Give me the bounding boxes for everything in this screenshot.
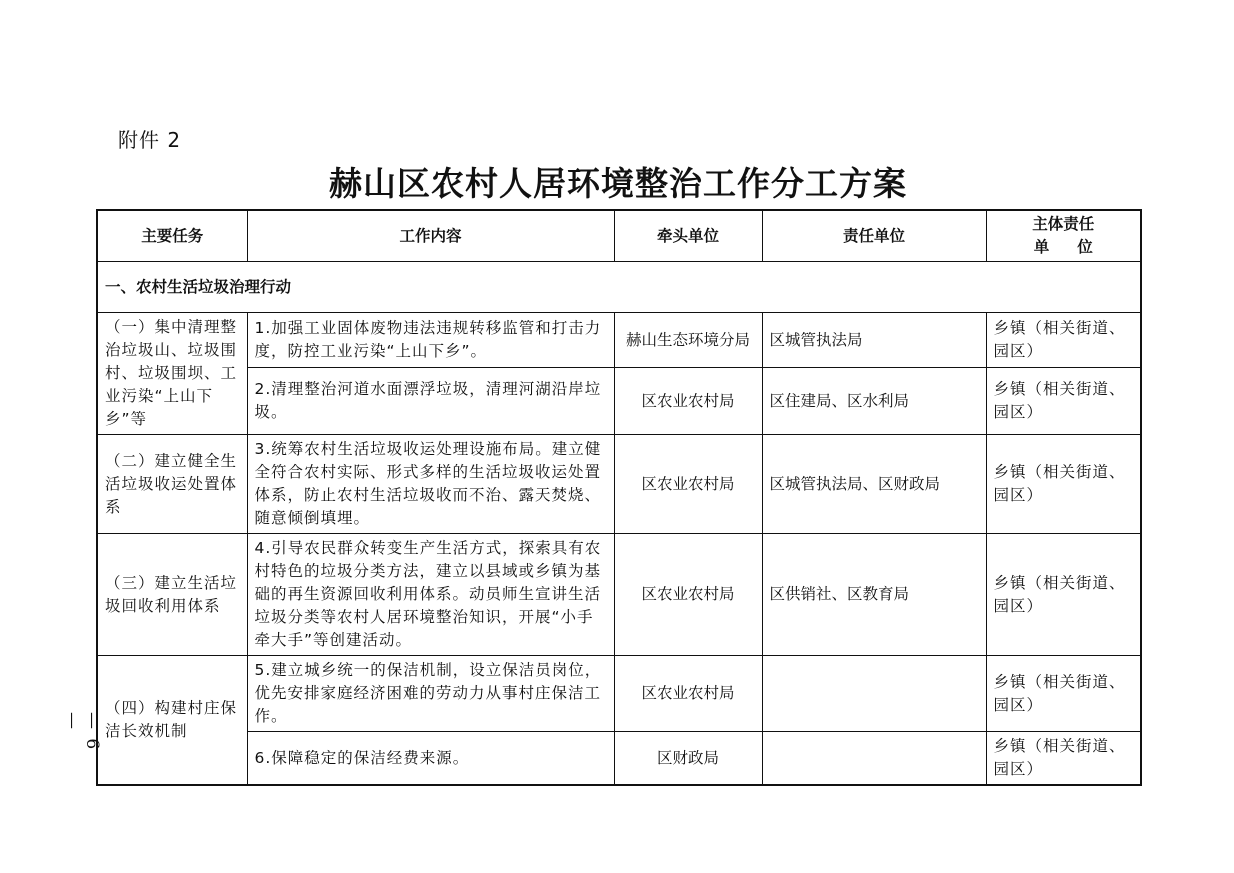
- table-row: [97, 732, 1141, 786]
- duty-unit-cell: 乡镇（相关街道、园区）: [986, 534, 1141, 656]
- document-title: 赫山区农村人居环境整治工作分工方案: [329, 164, 907, 203]
- duty-unit-cell: 乡镇（相关街道、园区）: [986, 368, 1141, 435]
- section-row: [97, 262, 1141, 313]
- header-duty-unit: [986, 210, 1141, 262]
- lead-unit-cell: 区农业农村局: [614, 534, 762, 656]
- content-cell: 2.清理整治河道水面漂浮垃圾，清理河湖沿岸垃圾。: [247, 368, 614, 435]
- table-row: [97, 435, 1141, 534]
- lead-unit-cell: 区财政局: [614, 732, 762, 786]
- responsible-unit-cell: 区住建局、区水利局: [762, 368, 986, 435]
- duty-unit-cell: 乡镇（相关街道、园区）: [986, 313, 1141, 368]
- content-cell: 4.引导农民群众转变生产生活方式，探索具有农村特色的垃圾分类方法，建立以县域或乡镇为基础的再生资源回收利用体系。动员师生宣讲生活垃圾分类等农村人居环境整治知识，开展“小手牵大手”等创建活动。: [247, 534, 614, 656]
- content-cell: 6.保障稳定的保洁经费来源。: [247, 732, 614, 786]
- responsible-unit-cell: 区供销社、区教育局: [762, 534, 986, 656]
- header-responsible-unit: 责任单位: [762, 210, 986, 262]
- task-cell: （一）集中清理整治垃圾山、垃圾围村、垃圾围坝、工业污染“上山下乡”等: [97, 313, 247, 435]
- content-cell: 1.加强工业固体废物违法违规转移监管和打击力度，防控工业污染“上山下乡”。: [247, 313, 614, 368]
- header-task: 主要任务: [97, 210, 247, 262]
- attachment-label: 附件 2: [118, 128, 182, 152]
- header-content: 工作内容: [247, 210, 614, 262]
- work-division-table: [96, 209, 1142, 786]
- table-row: [97, 313, 1141, 368]
- content-cell: 5.建立城乡统一的保洁机制，设立保洁员岗位，优先安排家庭经济困难的劳动力从事村庄保洁工作。: [247, 656, 614, 732]
- responsible-unit-cell: 区城管执法局、区财政局: [762, 435, 986, 534]
- duty-unit-cell: 乡镇（相关街道、园区）: [986, 732, 1141, 786]
- header-lead-unit: 牵头单位: [614, 210, 762, 262]
- header-duty-line2: 单位: [1033, 238, 1121, 256]
- header-duty-line1: 主体责任: [1032, 215, 1095, 233]
- responsible-unit-cell: [762, 732, 986, 786]
- lead-unit-cell: 赫山生态环境分局: [614, 313, 762, 368]
- task-cell: （三）建立生活垃圾回收利用体系: [97, 534, 247, 656]
- lead-unit-cell: 区农业农村局: [614, 435, 762, 534]
- task-cell: （四）构建村庄保洁长效机制: [97, 656, 247, 786]
- table-row: [97, 368, 1141, 435]
- lead-unit-cell: 区农业农村局: [614, 368, 762, 435]
- section-title: 一、农村生活垃圾治理行动: [97, 262, 1141, 313]
- responsible-unit-cell: 区城管执法局: [762, 313, 986, 368]
- responsible-unit-cell: [762, 656, 986, 732]
- table-row: [97, 534, 1141, 656]
- lead-unit-cell: 区农业农村局: [614, 656, 762, 732]
- content-cell: 3.统筹农村生活垃圾收运处理设施布局。建立健全符合农村实际、形式多样的生活垃圾收运处置体系，防止农村生活垃圾收而不治、露天焚烧、随意倾倒填埋。: [247, 435, 614, 534]
- table-row: [97, 656, 1141, 732]
- duty-unit-cell: 乡镇（相关街道、园区）: [986, 656, 1141, 732]
- header-row: [97, 210, 1141, 262]
- task-cell: （二）建立健全生活垃圾收运处置体系: [97, 435, 247, 534]
- page-number: — 6 —: [62, 712, 102, 752]
- duty-unit-cell: 乡镇（相关街道、园区）: [986, 435, 1141, 534]
